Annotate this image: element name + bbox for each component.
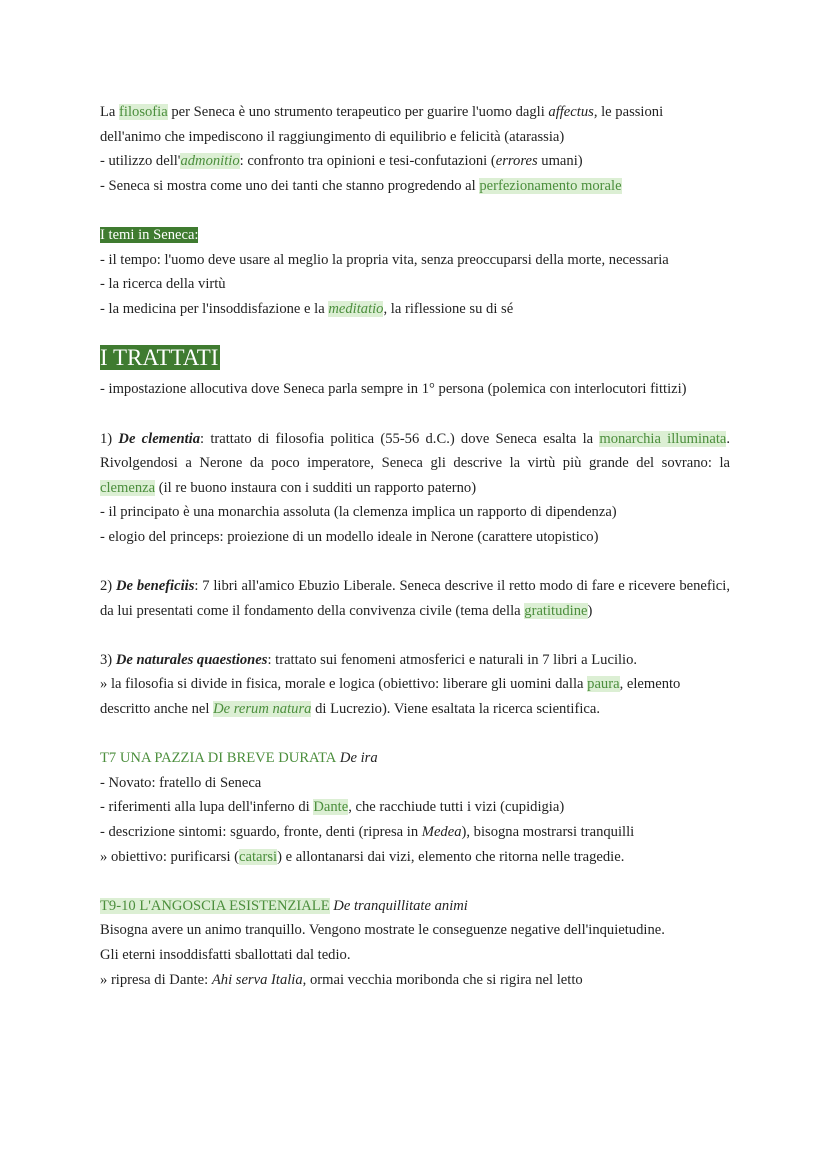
text: : trattato di filosofia politica (55-56 d.C.) dove Seneca esalta la xyxy=(200,430,600,447)
text: di Lucrezio). Viene esaltata la ricerca scientifica. xyxy=(311,701,600,718)
text: descritto anche nel xyxy=(100,701,214,718)
work-title: De clementia xyxy=(118,430,201,447)
italic-term: affectus xyxy=(548,104,594,120)
text: - la medicina per l'insoddisfazione e la xyxy=(100,300,329,317)
text: ) xyxy=(587,602,593,619)
text: : trattato sui fenomeni atmosferici e naturali in 7 libri a Lucilio. xyxy=(267,651,638,668)
text: , le passioni xyxy=(593,104,664,120)
text: 3) xyxy=(100,651,116,668)
work-title: De naturales quaestiones xyxy=(115,651,268,668)
highlight-perfezionamento: perfezionamento morale xyxy=(479,177,622,194)
list-item: - impostazione allocutiva dove Seneca parla sempre in 1° persona (polemica con interlocutori fittizi) xyxy=(100,381,687,398)
highlight-dante: Dante xyxy=(313,799,349,816)
highlight-catarsi: catarsi xyxy=(239,848,278,865)
highlight-meditatio: meditatio xyxy=(328,300,384,317)
trattati-heading-line xyxy=(100,343,730,377)
section-title: I TRATTATI xyxy=(100,345,219,371)
work-title: De tranquillitate animi xyxy=(329,897,468,914)
text: , elemento xyxy=(619,676,681,693)
text: - riferimenti alla lupa dell'inferno di xyxy=(100,799,314,816)
text: : confronto tra opinioni e tesi-confutazioni ( xyxy=(239,153,496,170)
paragraph-de-naturales xyxy=(100,648,730,673)
list-item xyxy=(100,795,730,820)
highlight-filosofia: filosofia xyxy=(119,104,168,120)
spacer xyxy=(100,198,730,223)
text: - Seneca si mostra come uno dei tanti che stanno progredendo al xyxy=(100,177,480,194)
t7-heading-line xyxy=(100,746,730,771)
list-item xyxy=(100,672,730,697)
intro-line: dell'animo che impediscono il raggiungimento di equilibrio e felicità (atarassia) xyxy=(100,128,565,145)
body-line: Bisogna avere un animo tranquillo. Vengono mostrate le conseguenze negative dell'inquietudine. xyxy=(100,922,665,939)
intro-line xyxy=(100,174,730,199)
text: 1) xyxy=(100,430,119,447)
list-item: - la ricerca della virtù xyxy=(100,276,226,293)
section-heading: I temi in Seneca: xyxy=(100,226,199,243)
spacer xyxy=(100,550,730,575)
paragraph-de-beneficiis xyxy=(100,574,730,623)
intro-line xyxy=(100,149,730,174)
italic-quote: Ahi serva Italia xyxy=(211,971,303,988)
paragraph-de-clementia xyxy=(100,427,730,501)
t9-heading-line xyxy=(100,894,730,919)
text: umani) xyxy=(537,153,583,170)
text: . Rivolgendosi a Nerone da poco imperatore, Seneca gli descrive la virtù più grande del sovrano: la xyxy=(100,430,731,472)
text: » la filosofia si divide in fisica, morale e logica (obiettivo: liberare gli uomini dalla xyxy=(100,676,588,693)
temi-heading-line xyxy=(100,223,730,248)
text: » ripresa di Dante: xyxy=(100,971,212,988)
text-heading-t9: T9-10 L'ANGOSCIA ESISTENZIALE xyxy=(100,897,330,914)
text: ) e allontanarsi dai vizi, elemento che ritorna nelle tragedie. xyxy=(277,848,625,865)
text: - utilizzo dell' xyxy=(100,153,181,170)
highlight-de-rerum-natura: De rerum natura xyxy=(213,701,312,718)
list-item xyxy=(100,697,730,722)
list-item: - il principato è una monarchia assoluta (la clemenza implica un rapporto di dipendenza) xyxy=(100,504,617,521)
text-heading-t7: T7 UNA PAZZIA DI BREVE DURATA xyxy=(100,750,337,767)
italic-term: Medea xyxy=(421,824,462,841)
list-item: - Novato: fratello di Seneca xyxy=(100,774,262,791)
text: » obiettivo: purificarsi ( xyxy=(100,848,240,865)
highlight-monarchia: monarchia illuminata xyxy=(599,430,727,447)
spacer xyxy=(100,623,730,648)
intro-line xyxy=(100,100,730,125)
text: , la riflessione su di sé xyxy=(383,300,514,317)
text: per Seneca è uno strumento terapeutico per guarire l'uomo dagli xyxy=(167,104,549,120)
list-item xyxy=(100,968,730,993)
spacer xyxy=(100,722,730,747)
highlight-gratitudine: gratitudine xyxy=(524,602,588,619)
spacer xyxy=(100,869,730,894)
list-item: - elogio del princeps: proiezione di un modello ideale in Nerone (carattere utopistico) xyxy=(100,528,599,545)
text: , ormai vecchia moribonda che si rigira nel letto xyxy=(302,971,583,988)
work-title: De ira xyxy=(336,750,378,767)
italic-term: errores xyxy=(495,153,538,170)
list-item xyxy=(100,845,730,870)
text: - descrizione sintomi: sguardo, fronte, denti (ripresa in xyxy=(100,824,422,841)
list-item xyxy=(100,820,730,845)
text: (il re buono instaura con i sudditi un rapporto paterno) xyxy=(155,479,477,496)
text: , che racchiude tutti i vizi (cupidigia) xyxy=(348,799,565,816)
document-page xyxy=(100,100,730,992)
list-item: - il tempo: l'uomo deve usare al meglio la propria vita, senza preoccuparsi della morte, necessaria xyxy=(100,251,669,268)
text: : 7 libri all'amico Ebuzio Liberale. Seneca descrive il retto modo di fare e ricevere benefici, da lui presentati come il fondamento della convivenza civile (tema della xyxy=(100,578,730,619)
highlight-admonitio: admonitio xyxy=(180,153,240,170)
spacer xyxy=(100,402,730,427)
spacer xyxy=(100,321,730,335)
list-item xyxy=(100,297,730,322)
text: La xyxy=(100,104,120,120)
text: ), bisogna mostrarsi tranquilli xyxy=(461,824,635,841)
work-title: De beneficiis xyxy=(115,578,195,595)
body-line: Gli eterni insoddisfatti sballottati dal tedio. xyxy=(100,947,351,963)
highlight-paura: paura xyxy=(587,676,620,693)
text: 2) xyxy=(100,578,116,595)
highlight-clemenza: clemenza xyxy=(100,479,156,496)
